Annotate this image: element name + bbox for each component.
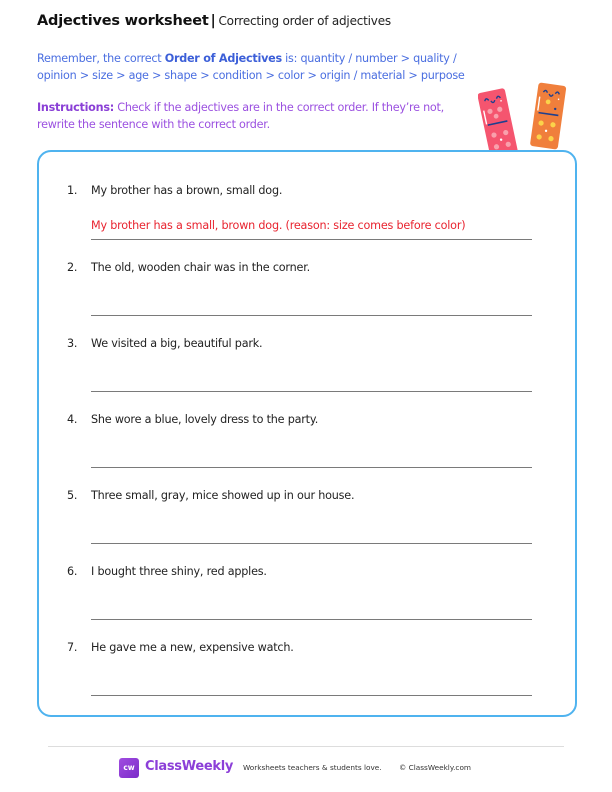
question-number: 2. (67, 261, 78, 274)
intro-highlight: Order of Adjectives (164, 52, 282, 65)
instructions-text: Check if the adjectives are in the correct order. If they’re not, rewrite the sentence with the correct order. (37, 101, 444, 131)
question-number: 3. (67, 337, 78, 350)
footer-divider (48, 746, 564, 747)
answer-line-2[interactable] (91, 315, 532, 316)
question-text: The old, wooden chair was in the corner. (91, 261, 310, 274)
question-number: 1. (67, 184, 78, 197)
answer-line-1[interactable] (91, 239, 532, 240)
answer-line-4[interactable] (91, 467, 532, 468)
question-text: I bought three shiny, red apples. (91, 565, 267, 578)
answer-line-5[interactable] (91, 543, 532, 544)
worksheet-title (37, 13, 391, 29)
instructions-label: Instructions: (37, 101, 114, 114)
brand-name: ClassWeekly (145, 759, 234, 774)
intro-suffix: is: quantity / number > quality / opinion > size > age > shape > condition > color > origin / material > purpose (37, 52, 465, 82)
question-text: My brother has a brown, small dog. (91, 184, 283, 197)
page-title: Adjectives worksheet (37, 13, 209, 29)
question-number: 5. (67, 489, 78, 502)
order-of-adjectives-reminder (37, 50, 497, 84)
answer-line-3[interactable] (91, 391, 532, 392)
answer-line-7[interactable] (91, 695, 532, 696)
footer-tagline: Worksheets teachers & students love. (243, 763, 382, 772)
page-subtitle: Correcting order of adjectives (218, 14, 391, 28)
answer-text-1: My brother has a small, brown dog. (reason: size comes before color) (91, 219, 466, 232)
question-text: We visited a big, beautiful park. (91, 337, 263, 350)
classweekly-logo-icon: cw (119, 758, 139, 778)
question-text: He gave me a new, expensive watch. (91, 641, 294, 654)
answer-line-6[interactable] (91, 619, 532, 620)
question-number: 7. (67, 641, 78, 654)
question-number: 6. (67, 565, 78, 578)
question-number: 4. (67, 413, 78, 426)
intro-prefix: Remember, the correct (37, 52, 165, 65)
title-separator: | (210, 13, 216, 29)
footer-copyright: © ClassWeekly.com (399, 763, 472, 772)
instructions (37, 99, 467, 133)
question-text: Three small, gray, mice showed up in our house. (91, 489, 355, 502)
question-text: She wore a blue, lovely dress to the party. (91, 413, 319, 426)
exercise-box (37, 150, 577, 717)
